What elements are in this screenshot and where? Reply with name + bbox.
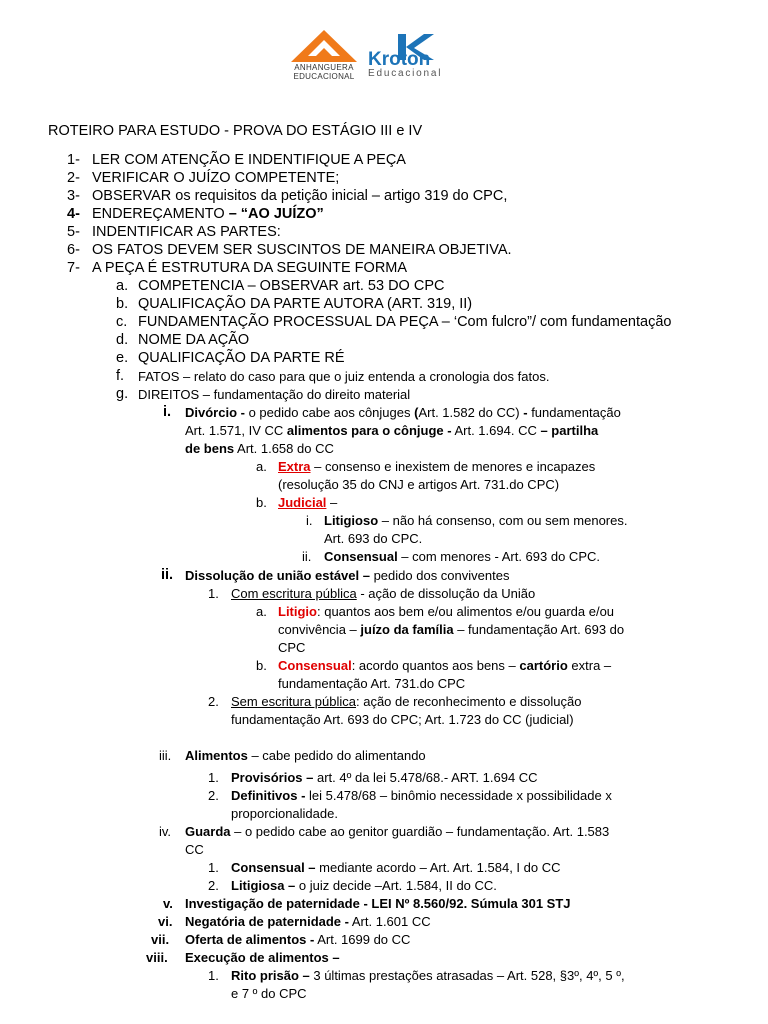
step-item: 2- bbox=[67, 170, 80, 186]
uniao-line: Dissolução de união estável – pedido dos conviventes bbox=[185, 568, 510, 583]
extra-line1: Extra – consenso e inexistem de menores e incapazes bbox=[278, 459, 596, 474]
definitivos-line1: Definitivos - lei 5.478/68 – binômio necessidade x possibilidade x bbox=[231, 788, 612, 803]
part-letter: g. bbox=[116, 386, 129, 402]
header-logos bbox=[288, 30, 458, 82]
litigioso-line1: Litigioso – não há consenso, com ou sem menores. bbox=[324, 513, 628, 528]
oferta-line: Oferta de alimentos - Art. 1699 do CC bbox=[185, 932, 411, 947]
part-text: QUALIFICAÇÃO DA PARTE AUTORA (ART. 319, II) bbox=[138, 296, 473, 312]
litigio-line2: convivência – juízo da família – fundamentação Art. 693 do bbox=[278, 622, 625, 637]
part-letter: b. bbox=[116, 296, 129, 312]
consensual-uniao-line1: Consensual: acordo quantos aos bens – cartório extra – bbox=[278, 658, 612, 673]
anhanguera-name-line2: EDUCACIONAL bbox=[293, 72, 355, 81]
step-text: A PEÇA É ESTRUTURA DA SEGUINTE FORMA bbox=[92, 260, 408, 276]
provisorios-line: Provisórios – art. 4º da lei 5.478/68.- ART. 1.694 CC bbox=[231, 770, 538, 785]
part-text: NOME DA AÇÃO bbox=[138, 332, 250, 348]
guarda-line1: Guarda – o pedido cabe ao genitor guardião – fundamentação. Art. 1.583 bbox=[185, 824, 610, 839]
part-letter: f. bbox=[116, 368, 125, 384]
roman-numeral: viii. bbox=[146, 950, 168, 965]
step-item: 6- bbox=[67, 242, 80, 258]
sub-letter: a. bbox=[256, 604, 267, 619]
step-text: OBSERVAR os requisitos da petição inicial – artigo 319 do CPC, bbox=[92, 188, 508, 204]
sub-roman: i. bbox=[306, 513, 313, 528]
part-letter: a. bbox=[116, 278, 129, 294]
sub-number: 1. bbox=[208, 860, 219, 875]
negatoria-line: Negatória de paternidade - Art. 1.601 CC bbox=[185, 914, 431, 929]
part-text: FUNDAMENTAÇÃO PROCESSUAL DA PEÇA – ‘Com fulcro”/ com fundamentação bbox=[138, 314, 672, 330]
sub-number: 1. bbox=[208, 586, 219, 601]
sem-escritura-line2: fundamentação Art. 693 do CPC; Art. 1.723 do CC (judicial) bbox=[231, 712, 574, 727]
definitivos-line2: proporcionalidade. bbox=[231, 806, 338, 821]
rito-prisao-line2: e 7 º do CPC bbox=[231, 986, 307, 1001]
step-text: ENDEREÇAMENTO – “AO JUÍZO” bbox=[92, 206, 324, 222]
sub-number: 1. bbox=[208, 968, 219, 983]
divorcio-line3: de bens Art. 1.658 do CC bbox=[185, 441, 334, 456]
sub-number: 2. bbox=[208, 694, 219, 709]
step-item: 1- bbox=[67, 152, 80, 168]
step-item: 7- bbox=[67, 260, 80, 276]
roman-numeral: v. bbox=[163, 896, 173, 911]
roman-numeral: vii. bbox=[151, 932, 170, 947]
part-text: COMPETENCIA – OBSERVAR art. 53 DO CPC bbox=[138, 278, 445, 294]
sub-number: 2. bbox=[208, 788, 219, 803]
divorcio-line1: Divórcio - o pedido cabe aos cônjuges (Art. 1.582 do CC) - fundamentação bbox=[185, 405, 621, 420]
divorcio-line2: Art. 1.571, IV CC alimentos para o cônjuge - Art. 1.694. CC – partilha bbox=[185, 423, 599, 438]
kroton-subtitle: Educacional bbox=[368, 68, 443, 79]
roman-numeral: vi. bbox=[158, 914, 173, 929]
part-text: QUALIFICAÇÃO DA PARTE RÉ bbox=[138, 350, 345, 366]
step-text: VERIFICAR O JUÍZO COMPETENTE; bbox=[92, 170, 340, 186]
sub-roman: ii. bbox=[302, 549, 312, 564]
extra-line2: (resolução 35 do CNJ e artigos Art. 731.do CPC) bbox=[278, 477, 560, 492]
roman-numeral: iv. bbox=[159, 824, 172, 839]
step-item: 3- bbox=[67, 188, 80, 204]
sem-escritura-line1: Sem escritura pública: ação de reconhecimento e dissolução bbox=[231, 694, 582, 709]
part-text: DIREITOS – fundamentação do direito material bbox=[138, 387, 411, 402]
rito-prisao-line1: Rito prisão – 3 últimas prestações atrasadas – Art. 528, §3º, 4º, 5 º, bbox=[231, 968, 625, 983]
com-escritura-line: Com escritura pública - ação de dissolução da União bbox=[231, 586, 536, 601]
anhanguera-name-line1: ANHANGUERA bbox=[294, 63, 354, 72]
part-text: FATOS – relato do caso para que o juiz entenda a cronologia dos fatos. bbox=[138, 369, 550, 384]
judicial-line: Judicial – bbox=[278, 495, 338, 510]
roman-numeral: iii. bbox=[159, 748, 172, 763]
step-item: 4- bbox=[67, 206, 80, 222]
step-text: LER COM ATENÇÃO E INDENTIFIQUE A PEÇA bbox=[92, 152, 406, 168]
sub-letter: b. bbox=[256, 658, 267, 673]
step-text: OS FATOS DEVEM SER SUSCINTOS DE MANEIRA OBJETIVA. bbox=[92, 242, 512, 258]
roman-numeral: ii. bbox=[161, 567, 174, 583]
guarda-line2: CC bbox=[185, 842, 204, 857]
sub-number: 1. bbox=[208, 770, 219, 785]
consensual-uniao-line2: fundamentação Art. 731.do CPC bbox=[278, 676, 466, 691]
investigacao-line: Investigação de paternidade - LEI Nº 8.560/92. Súmula 301 STJ bbox=[185, 896, 571, 911]
guarda-litigiosa-line: Litigiosa – o juiz decide –Art. 1.584, II do CC. bbox=[231, 878, 497, 893]
litigio-line3: CPC bbox=[278, 640, 306, 655]
document-title: ROTEIRO PARA ESTUDO - PROVA DO ESTÁGIO III e IV bbox=[48, 123, 423, 139]
litigioso-line2: Art. 693 do CPC. bbox=[324, 531, 423, 546]
part-letter: d. bbox=[116, 332, 129, 348]
sub-number: 2. bbox=[208, 878, 219, 893]
roman-numeral: i. bbox=[163, 404, 172, 420]
step-item: 5- bbox=[67, 224, 80, 240]
part-letter: c. bbox=[116, 314, 128, 330]
execucao-line: Execução de alimentos – bbox=[185, 950, 340, 965]
step-text: INDENTIFICAR AS PARTES: bbox=[92, 224, 281, 240]
part-letter: e. bbox=[116, 350, 129, 366]
guarda-consensual-line: Consensual – mediante acordo – Art. Art. 1.584, I do CC bbox=[231, 860, 561, 875]
sub-letter: a. bbox=[256, 459, 267, 474]
litigio-line1: Litigio: quantos aos bem e/ou alimentos e/ou guarda e/ou bbox=[278, 604, 615, 619]
consensual-line: Consensual – com menores - Art. 693 do CPC. bbox=[324, 549, 600, 564]
sub-letter: b. bbox=[256, 495, 267, 510]
kroton-name: Kroton bbox=[368, 49, 431, 70]
alimentos-line: Alimentos – cabe pedido do alimentando bbox=[185, 748, 426, 763]
